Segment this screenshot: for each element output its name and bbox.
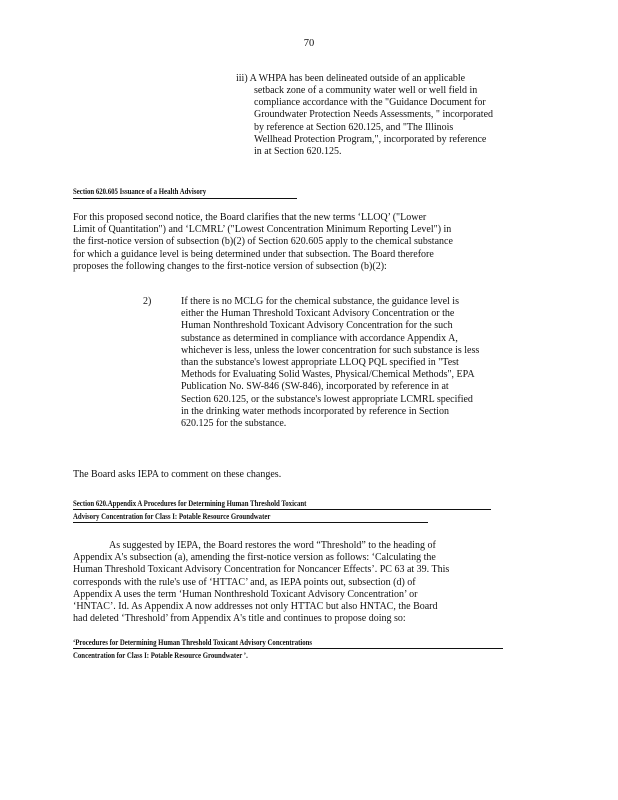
paragraph-line: proposes the following changes to the first-notice version of subsection (b)(2):: [73, 260, 387, 272]
item-2-line: Methods for Evaluating Solid Wastes, Physical/Chemical Methods", EPA: [181, 369, 475, 381]
paragraph-line: Human Threshold Toxicant Advisory Concentration for Noncancer Effects’. PC 63 at 39. This: [73, 564, 450, 576]
paragraph-line: for which a guidance level is being determined under that subsection. The Board therefore: [73, 248, 434, 260]
item-iii: [236, 73, 526, 85]
heading-underline: [73, 509, 491, 510]
paragraph-line: corresponds with the rule's use of ‘HTTAC’ and, as IEPA points out, subsection (d) of: [73, 576, 416, 588]
appendix-heading-line1: Section 620.Appendix A Procedures for Determining Human Threshold Toxicant: [73, 499, 307, 508]
paragraph-intro: [73, 212, 533, 273]
paragraph-line: ‘HNTAC’. Id. As Appendix A now addresses not only HTTAC but also HNTAC, the Board: [73, 601, 438, 613]
item-iii-line: in at Section 620.125.: [254, 146, 342, 158]
paragraph-line: had deleted ‘Threshold’ from Appendix A's title and continues to propose doing so:: [73, 613, 406, 625]
heading-underline: [73, 198, 297, 199]
appendix-heading-line2: Advisory Concentration for Class I: Potable Resource Groundwater: [73, 512, 271, 521]
paragraph-line: Appendix A's subsection (a), amending the first-notice version as follows: ‘Calculating the: [73, 552, 436, 564]
item-iii-line: Groundwater Protection Needs Assessments, " incorporated: [254, 109, 494, 121]
paragraph-line: As suggested by IEPA, the Board restores the word “Threshold” to the heading of: [109, 540, 436, 551]
item-2-body: [181, 296, 541, 430]
paragraph-line: For this proposed second notice, the Board clarifies that the new terms ‘LLOQ’ ("Lower: [73, 212, 427, 223]
item-iii-line: Wellhead Protection Program,", incorporated by reference: [254, 133, 487, 145]
item-iii-line: iii) A WHPA has been delineated outside of an applicable: [236, 73, 466, 84]
paragraph-appendix: [73, 540, 543, 625]
item-iii-line: compliance accordance with the "Guidance Document for: [254, 97, 486, 109]
item-iii-line: by reference at Section 620.125, and "The Illinois: [254, 121, 454, 133]
item-2-line: in the drinking water methods incorporated by reference in Section: [181, 405, 449, 417]
item-iii-body: [254, 85, 526, 158]
paragraph-line: the first-notice version of subsection (b)(2) of Section 620.605 apply to the chemical substance: [73, 236, 453, 248]
quote-underline: [73, 648, 503, 649]
item-2-line: Section 620.125, or the substance's lowest appropriate LCMRL specified: [181, 393, 473, 405]
item-2-line: either the Human Threshold Toxicant Advisory Concentration or the: [181, 308, 455, 320]
heading-underline: [73, 522, 428, 523]
item-2-line: than the substance's lowest appropriate LLOQ PQL specified in "Test: [181, 357, 459, 369]
item-2-line: 620.125 for the substance.: [181, 418, 287, 430]
section-heading: Section 620.605 Issuance of a Health Advisory: [73, 187, 207, 196]
ask-line: The Board asks IEPA to comment on these changes.: [73, 469, 282, 480]
quoted-title-line1: ‘Procedures for Determining Human Threshold Toxicant Advisory Concentrations: [73, 638, 313, 647]
item-iii-line: setback zone of a community water well or well field in: [254, 85, 478, 96]
item-2-line: Publication No. SW-846 (SW-846), incorporated by reference in at: [181, 381, 449, 393]
item-2-line: substance as determined in compliance with accordance Appendix A,: [181, 332, 458, 344]
paragraph-line: Limit of Quantitation") and ‘LCMRL’ ("Lowest Concentration Minimum Reporting Level") in: [73, 224, 452, 236]
item-2-line: If there is no MCLG for the chemical substance, the guidance level is: [181, 296, 459, 307]
page-number: 70: [303, 38, 315, 49]
item-2-line: whichever is less, unless the lower concentration for such substance is less: [181, 344, 480, 356]
item-number: 2): [143, 296, 152, 307]
quoted-title-line2: Concentration for Class I: Potable Resource Groundwater ’.: [73, 651, 248, 660]
item-2-line: Human Nonthreshold Toxicant Advisory Concentration for the such: [181, 320, 453, 332]
paragraph-line: Appendix A uses the term ‘Human Nonthreshold Toxicant Advisory Concentration’ or: [73, 588, 418, 600]
